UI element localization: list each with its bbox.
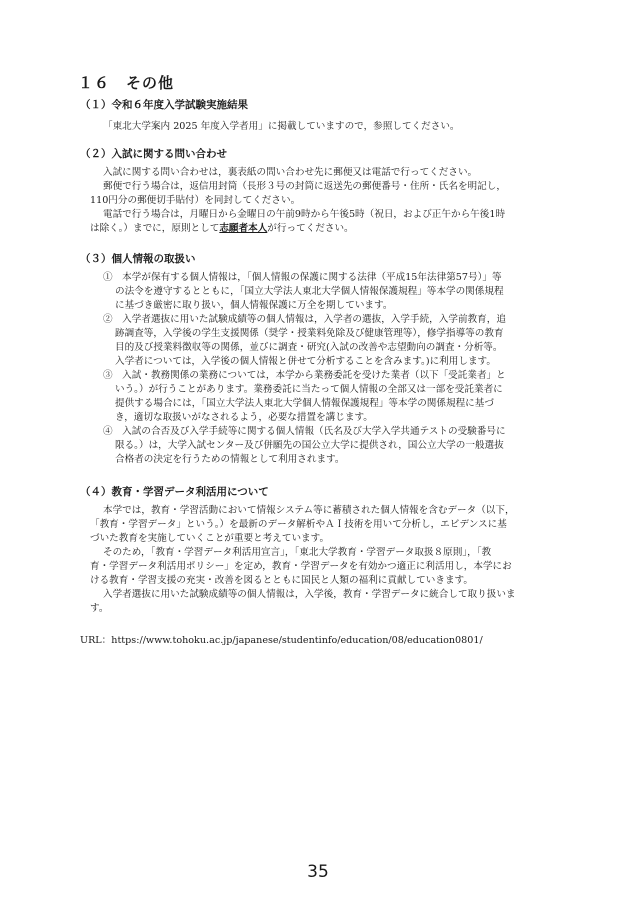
heading-inquiries: （２）入試に関する問い合わせ [80,148,227,160]
text-line: 本学では，教育・学習活動において情報システム等に蓄積された個人情報を含むデータ（以下， [103,505,515,516]
text-line: の法令を遵守するとともに，「国立大学法人東北大学個人情報保護規程」等本学の関係規程 [115,286,504,297]
text-line: 入学者については，入学後の個人情報と併せて分析することを含みます。)に利用します。 [115,356,496,367]
section-title: １６ その他 [78,74,175,92]
list-item: ② 入学者選抜に用いた試験成績等の個人情報は，入学者の選抜，入学手続，入学前教育，追 [103,314,506,325]
text-line: 合格者の決定を行うための情報として利用されます。 [115,454,345,465]
heading-personal-info: （３）個人情報の取扱い [80,253,196,265]
text-line: そのため，「教育・学習データ利活用宣言」，「東北大学教育・学習データ取扱８原則」，「教 [103,547,492,558]
text-segment: は除く。）までに，原則として [90,223,220,234]
text-line: 電話で行う場合は，月曜日から金曜日の午前9時から午後5時（祝日，および正午から午後1時 [103,209,506,220]
text-line [90,222,354,236]
text-line: 「東北大学案内 2025 年度入学者用」に掲載していますので，参照してください。 [103,121,460,132]
list-item: ③ 入試・教務関係の業務については，本学から業務委託を受けた業者（以下「受託業者」と [103,370,506,381]
list-item: ① 本学が保有する個人情報は，「個人情報の保護に関する法律（平成15年法律第57号）」等 [103,272,502,283]
heading-entrance-results: （１）令和６年度入学試験実施結果 [80,99,248,111]
text-line: す。 [90,603,109,614]
text-line: 提供する場合には，「国立大学法人東北大学個人情報保護規程」等本学の関係規程に基づ [115,398,494,409]
text-line: 入試に関する問い合わせは，裏表紙の問い合わせ先に郵便又は電話で行ってください。 [103,167,478,178]
text-line: 限る。）は，大学入試センター及び併願先の国公立大学に提供され，国公立大学の一般選抜 [115,440,504,451]
underlined-applicant-text: 志願者本人 [219,223,268,234]
text-line: 郵便で行う場合は，返信用封筒（長形３号の封筒に返送先の郵便番号・住所・氏名を明記し， [103,181,506,192]
text-segment: が行ってください。 [267,223,354,234]
text-line: き，適切な取扱いがなされるよう，必要な措置を講じます。 [115,412,373,423]
text-line: いう。）が行うことがあります。業務委託に当たって個人情報の全部又は一部を受託業者に [115,384,503,395]
text-line: 育・学習データ利活用ポリシー」を定め，教育・学習データを有効かつ適正に利活用し，本学にお [90,561,512,572]
heading-learning-data: （４）教育・学習データ利活用について [80,486,269,498]
text-line: 110円分の郵便切手貼付）を同封してください。 [90,195,301,206]
text-line: 入学者選抜に用いた試験成績等の個人情報は，入学後，教育・学習データに統合して取り扱いま [103,589,516,600]
page-number: 35 [307,862,329,882]
text-line: に基づき厳密に取り扱い，個人情報保護に万全を期しています。 [115,300,393,311]
text-line: づいた教育を実施していくことが重要と考えています。 [90,533,330,544]
list-item: ④ 入試の合否及び入学手続等に関する個人情報（氏名及び大学入学共通テストの受験番号に [103,426,506,437]
text-line: 「教育・学習データ」という。）を最新のデータ解析やＡＩ技術を用いて分析し，エビデンスに基 [90,519,507,530]
reference-url: URL：https://www.tohoku.ac.jp/japanese/studentinfo/education/08/education0801/ [80,635,483,646]
text-line: 目的及び授業料徴収等の関係，並びに調査・研究(入試の改善や志望動向の調査・分析等。 [115,342,503,353]
text-line: ける教育・学習支援の充実・改善を図るとともに国民と人類の福利に貢献していきます。 [90,575,473,586]
text-line: 跡調査等，入学後の学生支援関係（奨学・授業料免除及び健康管理等），修学指導等の教育 [115,328,504,339]
